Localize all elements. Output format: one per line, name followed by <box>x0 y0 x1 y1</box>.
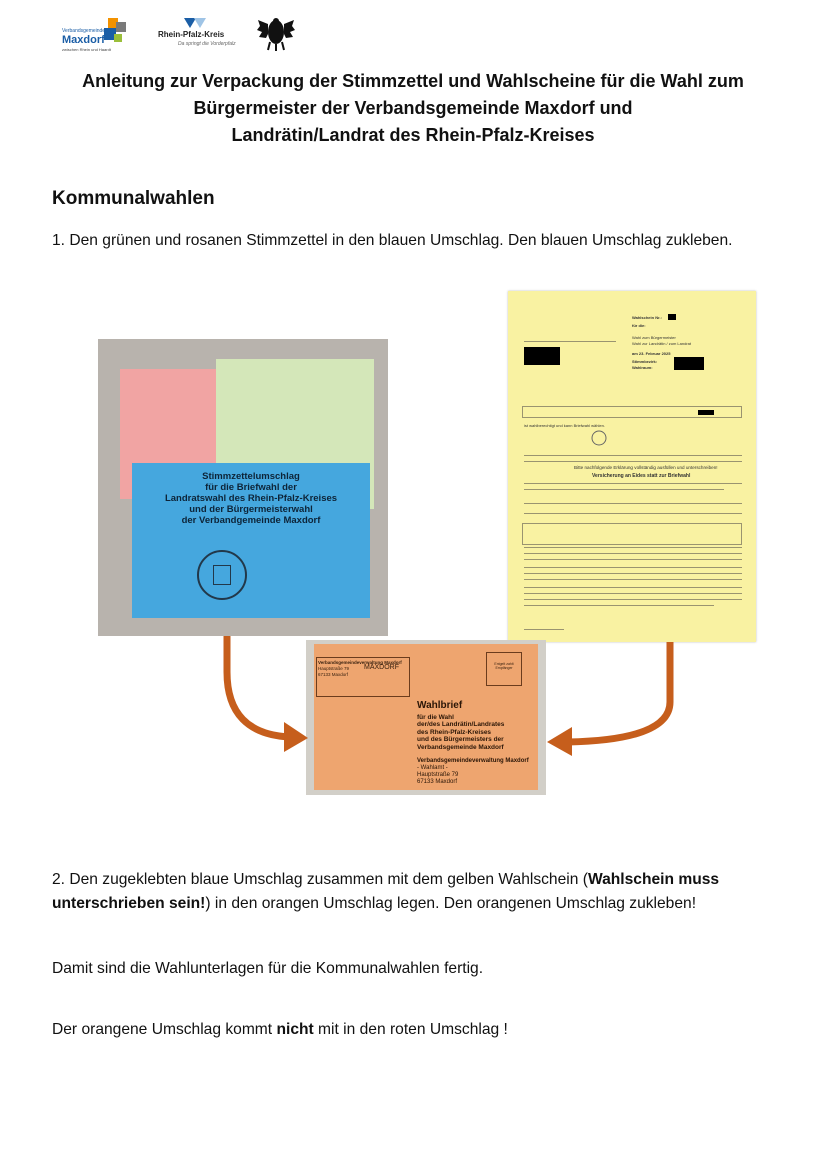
step-2-part-1: 2. Den zugeklebten blaue Umschlag zusammen mit dem gelben Wahlschein ( <box>52 871 588 888</box>
wahlschein-bezirk: Stimmbezirk: <box>632 359 658 364</box>
form-text: ist wahlberechtigt und kann Briefwahl wählen. <box>524 423 605 428</box>
wahlbrief-line: der/des Landrätin/Landrates <box>417 721 505 729</box>
blue-envelope-line: Landratswahl des Rhein-Pfalz-Kreises <box>164 493 338 504</box>
wahlschein-wahl2: Wahl zur Landrätin / zum Landrat <box>632 341 691 346</box>
step-2-text <box>52 868 772 915</box>
title-line-3: Landrätin/Landrat des Rhein-Pfalz-Kreises <box>231 125 595 145</box>
wahlschein-wahlraum: Wahlraum: <box>632 365 653 370</box>
section-heading: Kommunalwahlen <box>52 188 215 209</box>
wahlbrief-title: Wahlbrief <box>417 700 463 711</box>
maxdorf-logo-line3: zwischen Rhein und Haardt <box>62 47 111 52</box>
title-line-2: Bürgermeister der Verbandsgemeinde Maxdorf und <box>193 98 633 118</box>
sender-line-3: 67133 Maxdorf <box>318 672 349 677</box>
right-arrow-icon <box>547 642 670 756</box>
blue-envelope-line: der Verbandgemeinde Maxdorf <box>181 515 321 526</box>
wahlschein-header: Wahlschein Nr.: <box>632 315 662 320</box>
wahlbrief-line: für die Wahl <box>417 714 454 721</box>
title-line-1: Anleitung zur Verpackung der Stimmzettel und Wahlscheine für die Wahl zum <box>82 71 744 91</box>
finish-text: Damit sind die Wahlunterlagen für die Kommunalwahlen fertig. <box>52 960 484 977</box>
address-line: - Wahlamt - <box>417 765 448 771</box>
sender-line-1: Verbandsgemeindeverwaltung Maxdorf <box>318 660 402 665</box>
blue-envelope-line: Stimmzettelumschlag <box>202 471 300 482</box>
address-line: Hauptstraße 79 <box>417 772 459 778</box>
address-line: Verbandsgemeindeverwaltung Maxdorf <box>417 758 529 764</box>
step-1-text: 1. Den grünen und rosanen Stimmzettel in den blauen Umschlag. Den blauen Umschlag zukleben. <box>52 232 733 249</box>
wahlschein-versicherung: Versicherung an Eides statt zur Briefwahl <box>592 473 691 479</box>
maxdorf-logo-line1: Verbandsgemeinde <box>62 28 106 34</box>
step-2-bold: Wahlschein muss unterschrieben sein! <box>52 871 720 912</box>
note-part-2: mit in den roten Umschlag ! <box>313 1021 508 1038</box>
left-arrow-icon <box>227 636 308 752</box>
note-bold: nicht <box>276 1021 314 1038</box>
maxdorf-logo-line2: Maxdorf <box>62 34 105 46</box>
wahlschein-fuer: für die: <box>632 323 646 328</box>
sender-line-2: Hauptstraße 79 <box>318 666 350 671</box>
wahlschein-datum: am 23. Februar 2025 <box>632 351 671 356</box>
wahlbrief-line: und des Bürgermeisters der <box>417 736 504 744</box>
wahlbrief-line: Verbandsgemeinde Maxdorf <box>417 743 504 751</box>
rpk-logo-line1: Rhein-Pfalz-Kreis <box>158 30 225 39</box>
note-text <box>52 1018 772 1042</box>
sender-tag: MAXDORF <box>364 664 399 671</box>
note-part-1: Der orangene Umschlag kommt <box>52 1021 277 1038</box>
blue-envelope-line: für die Briefwahl der <box>205 482 297 493</box>
blue-envelope-line: und der Bürgermeisterwahl <box>189 504 313 515</box>
address-line: 67133 Maxdorf <box>417 779 458 785</box>
postage-text: Entgelt zahlt Empfänger <box>494 662 514 670</box>
rpk-logo-line2: Da springt die Vorderpfalz <box>178 41 236 47</box>
step-2-part-2: ) in den orangen Umschlag legen. Den orangenen Umschlag zukleben! <box>205 894 697 912</box>
wahlschein-hinweis: Bitte nachfolgende Erklärung vollständig ausfüllen und unterschreiben! <box>574 465 718 470</box>
wahlbrief-line: des Rhein-Pfalz-Kreises <box>417 728 492 736</box>
wahlschein-wahl1: Wahl zum Bürgermeister <box>632 335 676 340</box>
